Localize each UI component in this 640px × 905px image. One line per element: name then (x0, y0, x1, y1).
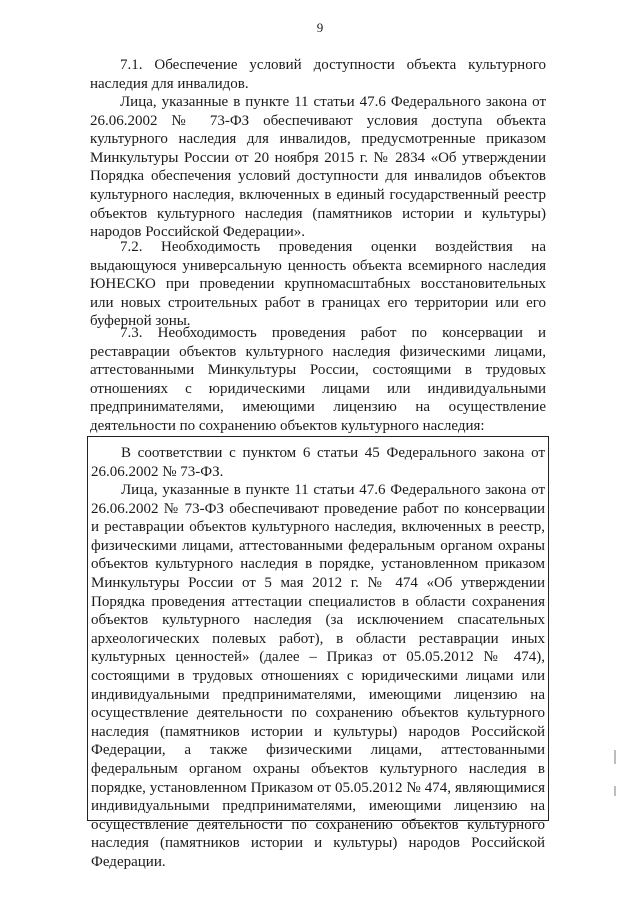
section-7-3-heading: 7.3. Необходимость проведения работ по консервации и реставрации объектов культурного наследия физическими лицами, аттестованными Минкультуры России, состоящими в трудовых отношениях с юридическими лицами или индивидуальными предпринимателями, имеющими лицензию на осуществление деятельности по сохранению объектов культурного наследия: (90, 325, 546, 434)
page-number: 9 (316, 20, 324, 35)
box-body: Лица, указанные в пункте 11 статьи 47.6 Федерального закона от 26.06.2002 № 73-ФЗ обеспечивают проведение работ по консервации и реставрации объектов культурного наследия, включенных в реестр, физическими лицами, аттестованными федеральным органом охраны объектов культурного наследия в порядке, установленном приказом Минкультуры России от 5 мая 2012 г. № 474 «Об утверждении Порядка проведения аттестации специалистов в области сохранения объектов культурного наследия (за исключением спасательных археологических полевых работ), в области реставрации иных культурных ценностей» (далее – Приказ от 05.05.2012 № 474), состоящими в трудовых отношениях с юридическими лицами или индивидуальными предпринимателями, имеющими лицензию на осуществление деятельности по сохранению объектов культурного наследия (памятников истории и культуры) народов Российской Федерации, а также физическими лицами, аттестованными федеральным органом охраны объектов культурного наследия в порядке, установленном Приказом от 05.05.2012 № 474, являющимися индивидуальными предпринимателями, имеющими лицензию на осуществление деятельности по сохранению объектов культурного наследия (памятников истории и культуры) народов Российской Федерации. (91, 482, 545, 870)
box-intro: В соответствии с пунктом 6 статьи 45 Федерального закона от 26.06.2002 № 73-ФЗ. (91, 445, 545, 480)
margin-scan-mark (614, 786, 616, 796)
section-7-1-body: Лица, указанные в пункте 11 статьи 47.6 Федерального закона от 26.06.2002 № 73-ФЗ обеспечивают условия доступа объекта культурного наследия для инвалидов, предусмотренные приказом Минкультуры России от 20 ноября 2015 г. № 2834 «Об утверждении Порядка обеспечения условий доступности для инвалидов объектов культурного наследия, включенных в единый государственный реестр объектов культурного наследия (памятников истории и культуры) народов Российской Федерации». (90, 94, 546, 241)
margin-scan-mark (614, 750, 616, 764)
section-7-1-heading: 7.1. Обеспечение условий доступности объекта культурного наследия для инвалидов. (90, 57, 546, 92)
legal-basis-box (87, 436, 549, 870)
section-7-2-heading: 7.2. Необходимость проведения оценки воздействия на выдающуюся универсальную ценность объекта всемирного наследия ЮНЕСКО при проведении крупномасштабных восстановительных или новых строительных работ в границах его территории или его буферной зоны. (90, 239, 546, 330)
